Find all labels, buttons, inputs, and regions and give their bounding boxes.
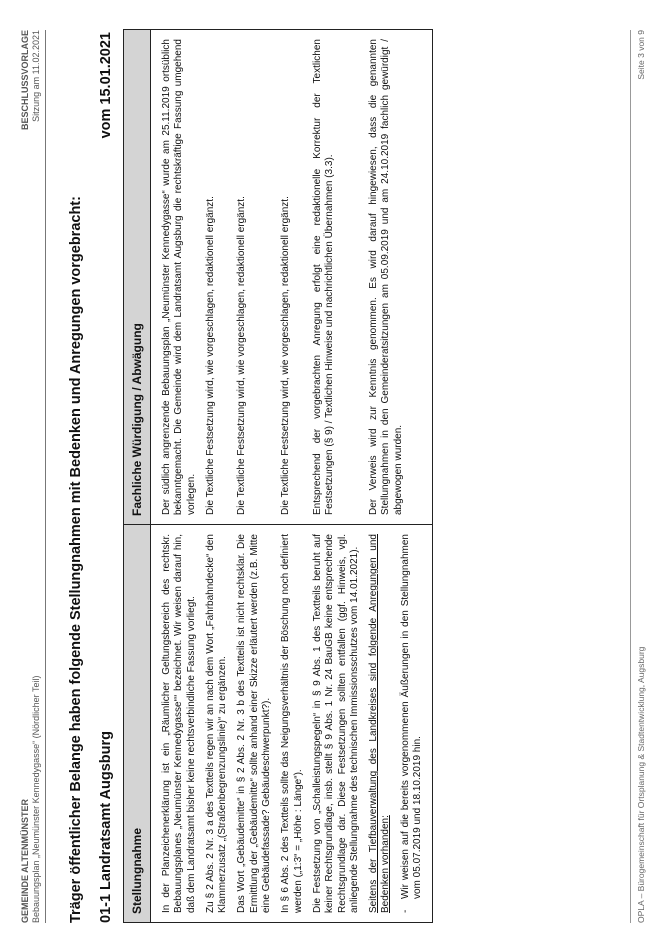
statements-table [123, 29, 433, 923]
header-right [20, 30, 42, 130]
table-row [236, 30, 280, 923]
table-header-row [124, 30, 151, 923]
statement-text: In der Planzeichenerklärung ist ein „Räumlicher Geltungsbereich des rechtskr. Bebauungsplanes „Neumünster Kennedygasse““ bezeichnet. Wir weisen darauf hin, daß dem Landratsamt bisher keine rechtsverbindliche Fassung vorliegt. [161, 534, 197, 913]
header-divider [45, 30, 46, 923]
section-name: 01-1 Landratsamt Augsburg [98, 730, 114, 923]
footer-divider [630, 30, 631, 923]
section-date: vom 15.01.2021 [98, 32, 114, 139]
assessment-text: Die Textliche Festsetzung wird, wie vorgeschlagen, redaktionell ergänzt. [204, 196, 216, 515]
column-header-assessment: Fachliche Würdigung / Abwägung [124, 30, 151, 525]
assessment-text: Die Textliche Festsetzung wird, wie vorgeschlagen, redaktionell ergänzt. [236, 196, 248, 515]
page-number: Seite 3 von 9 [636, 30, 646, 80]
list-item [400, 534, 425, 913]
section-heading [98, 30, 114, 923]
municipality-name: GEMEINDE ALTENMÜNSTER [20, 798, 30, 923]
table-row [312, 30, 368, 923]
assessment-text: Entsprechend der vorgebrachten Anregung erfolgt eine redaktionelle Korrektur der Textlichen Festsetzungen (§ 9) / Textlichen Hinweise und nachrichtlichen Übernahmen (3.3). [311, 39, 336, 515]
table-row [151, 30, 205, 923]
list-dash: - [399, 909, 411, 913]
footer-office: OPLA – Bürogemeinschaft für Ortsplanung & Stadtentwicklung, Augsburg [636, 646, 646, 923]
statement-text: Das Wort „Gebäudemitte“ in § 2 Abs. 2 Nr. 3 b des Textteils ist nicht rechtsklar. Die Ermittlung der „Gebäudemitte“ sollte anhand einer Skizze erläutert werden (z.B. Mitte eine Gebäudefassade? Gebäudeschwerpunkt?). [236, 534, 273, 913]
session-date: Sitzung am 11.02.2021 [31, 30, 41, 122]
plan-name: Bebauungsplan „Neumünster Kennedygasse“ (Nördlicher Teil) [31, 675, 41, 923]
column-header-statement: Stellungnahme [124, 525, 151, 923]
statement-subheading: Seitens der Tiefbauverwaltung des Landkreises sind folgende Anregungen und Bedenken vorhanden: [368, 534, 392, 913]
table-row [368, 30, 433, 923]
statement-text: Die Festsetzung von „Schalleistungspegeln“ in § 9 Abs. 1 des Textteils beruht auf keiner Rechtsgrundlage, insb. stellt § 9 Abs. 1 Nr. 24 BauGB keine entsprechende Rechtsgrundlage dar. Diese Festsetzungen sollten entfallen (ggf. Hinweis, vgl. anliegende Stellungnahme des technischen Immissionsschutzes vom 14.01.2021). [311, 534, 360, 913]
statement-text: Zu § 2 Abs. 2 Nr. 3 a des Textteils regen wir an nach dem Wort „Fahrbahndecke“ den Klammerzusatz „(Straßenbegrenzungslinie)“ zu ergänzen. [204, 534, 229, 913]
assessment-text: Die Textliche Festsetzung wird, wie vorgeschlagen, redaktionell ergänzt. [280, 196, 292, 515]
assessment-text: Der südlich angrenzende Bebauungsplan „Neumünster Kennedygasse“ wurde am 25.11.2019 ortsüblich bekanntgemacht. Die Gemeinde wird dem Landratsamt Augsburg die rechtskräftige Fassung umgehend vorlegen. [161, 39, 197, 515]
statement-text: In § 6 Abs. 2 des Textteils sollte das Neigungsverhältnis der Böschung noch definiert werden („1:3“ = „Höhe : Länge“). [280, 534, 304, 913]
statement-text: Wir weisen auf die bereits vorgenommenen Äußerungen in den Stellungnahmen vom 05.07.2019 und 18.10.2019 hin. [399, 534, 424, 899]
table-row [205, 30, 237, 923]
assessment-text: Der Verweis wird zur Kenntnis genommen. Es wird darauf hingewiesen, dass die genannten Stellungnahmen in den Gemeinderatsitzungen am 05.09.2019 und am 24.10.2019 fachlich gewürdigt / abgewogen wurden. [368, 39, 404, 515]
header-left [20, 676, 42, 923]
table-row [280, 30, 312, 923]
document-type: BESCHLUSSVORLAGE [20, 30, 30, 131]
page-title: Träger öffentlicher Belange haben folgende Stellungnahmen mit Bedenken und Anregungen vorgebracht: [68, 196, 84, 923]
